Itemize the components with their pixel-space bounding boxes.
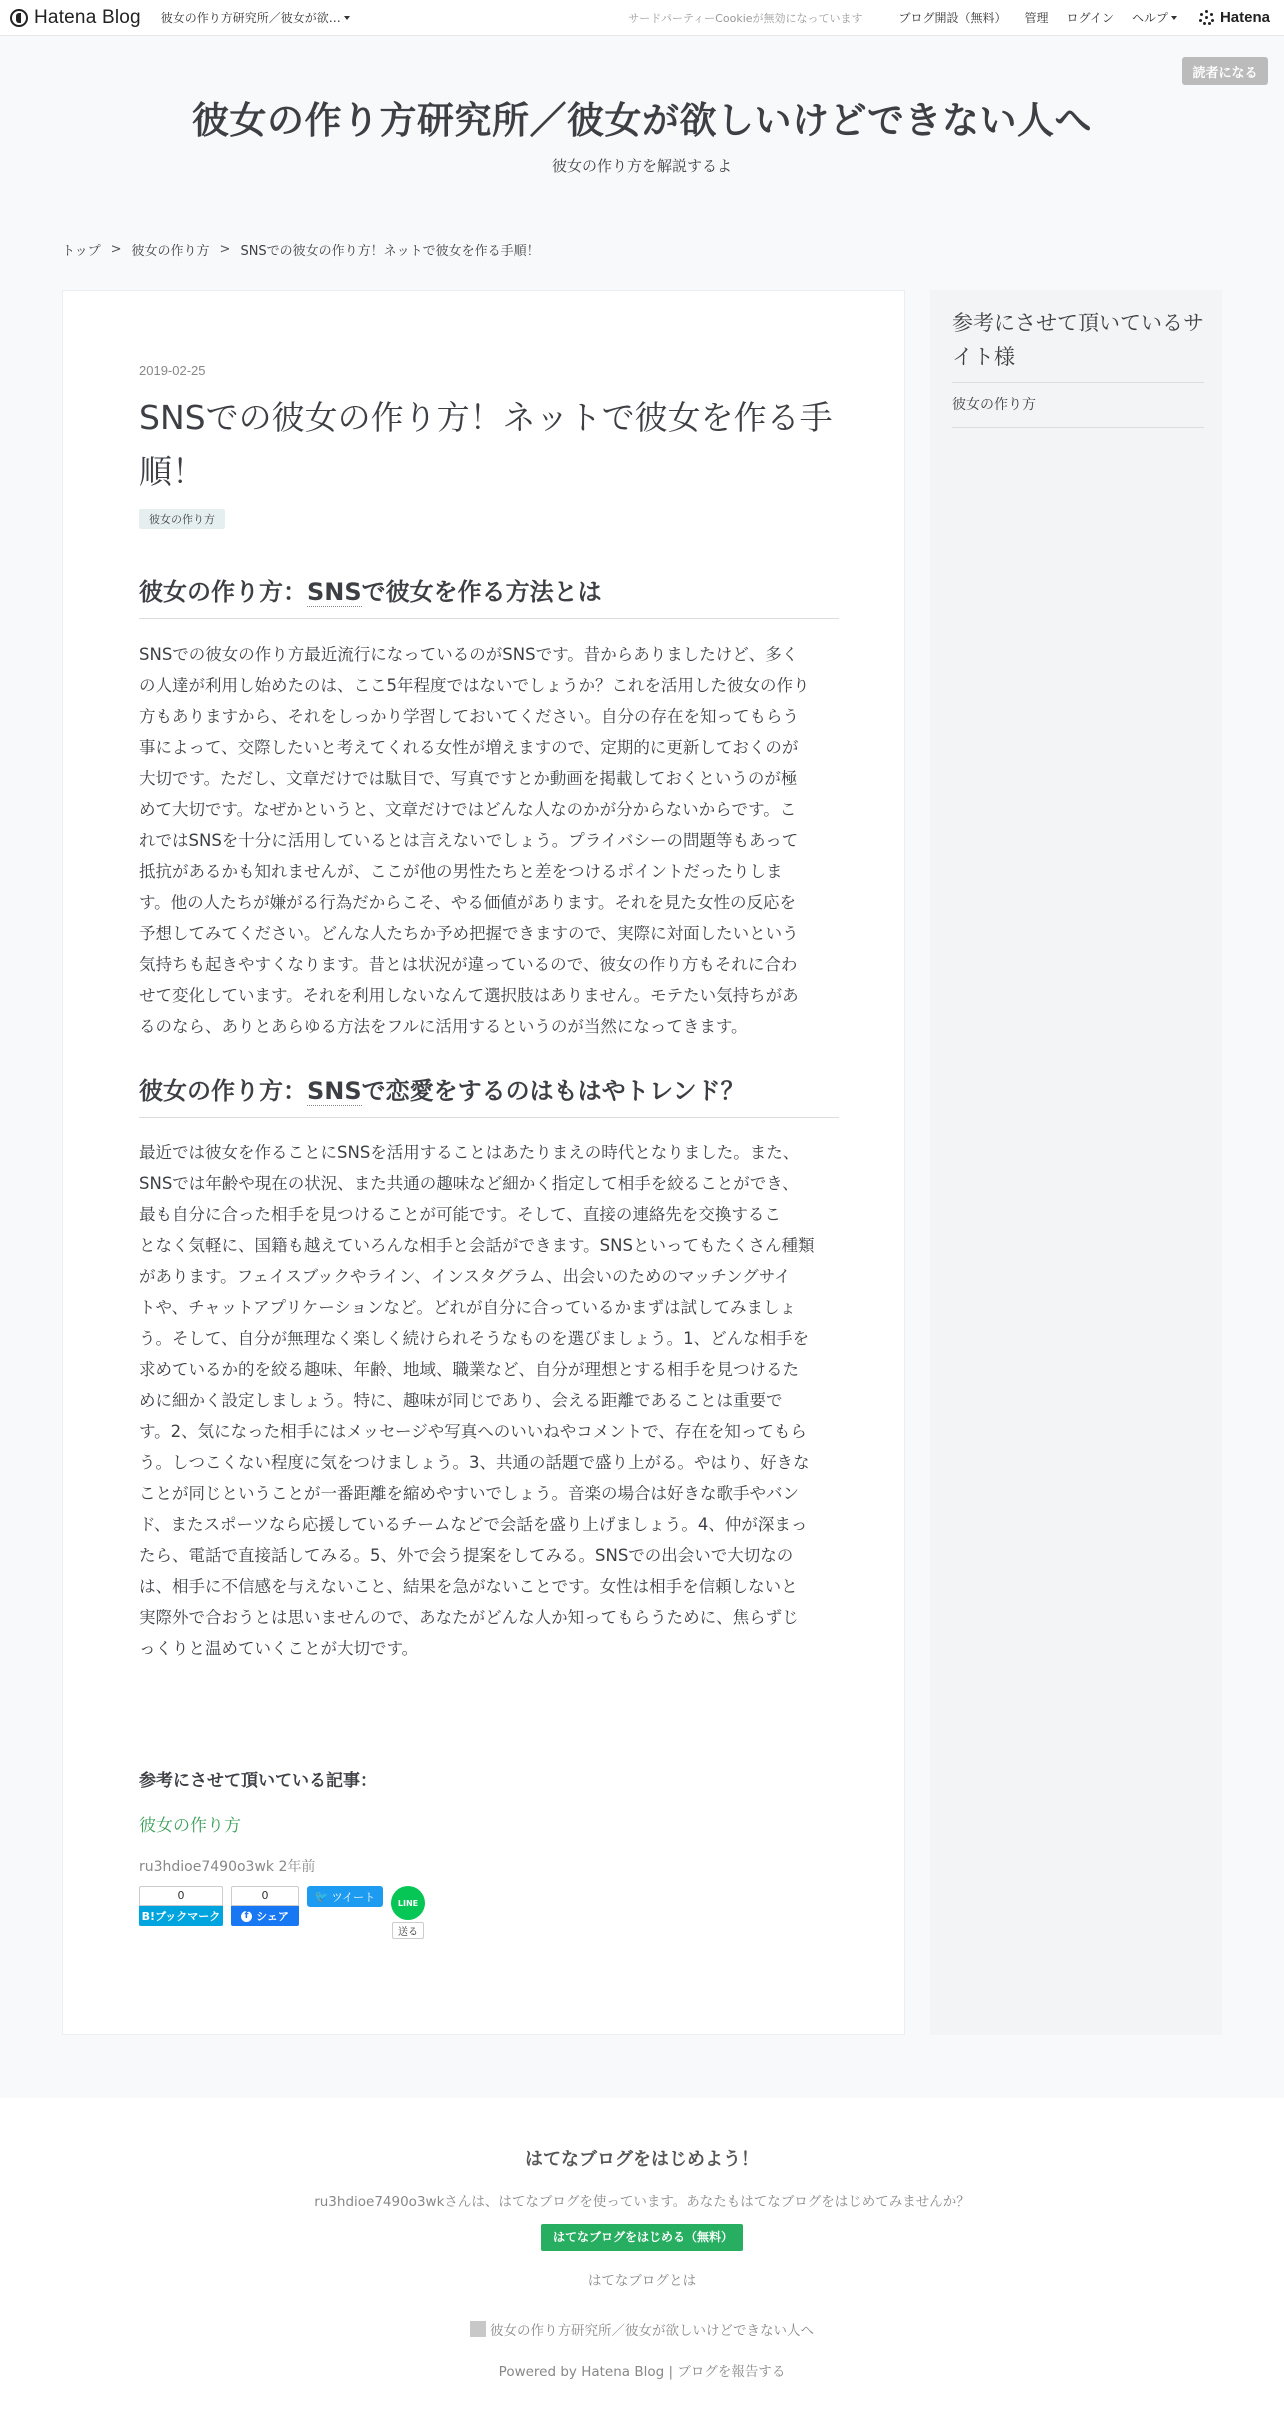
- body-line: 予想してみてください。どんな人たちか予め把握できますので、実際に対面したいという: [139, 924, 799, 943]
- body-line: ことが同じということが一番距離を縮めやすいでしょう。音楽の場合は好きな歌手やバン: [139, 1484, 799, 1503]
- login-link[interactable]: ログイン: [1066, 11, 1114, 25]
- tweet-label: ツイート: [331, 1890, 376, 1904]
- section-heading-2-pre: 彼女の作り方：: [139, 1077, 307, 1105]
- cookie-notice: サードパーティーCookieが無効になっています: [628, 11, 863, 25]
- breadcrumb-separator: >: [110, 242, 122, 257]
- body-line: す。他の人たちが嫌がる行為だからこそ、やる価値があります。それを見た女性の反応を: [139, 893, 797, 912]
- footer-powered: [0, 2360, 1284, 2380]
- footer: [0, 2098, 1284, 2421]
- reference-link[interactable]: 彼女の作り方: [139, 1816, 241, 1836]
- category-tag[interactable]: 彼女の作り方: [139, 509, 225, 529]
- body-line: す。2、気になった相手にはメッセージや写真へのいいねやコメントで、存在を知ってもら: [139, 1422, 807, 1441]
- footer-blog-link[interactable]: [0, 2319, 1284, 2339]
- facebook-icon: f: [241, 1911, 252, 1922]
- section-heading-1: [139, 573, 839, 619]
- body-line: れではSNSを十分に活用しているとは言えないでしょう。プライバシーの問題等もあって: [139, 831, 799, 850]
- body-line: の人達が利用し始めたのは、ここ5年程度ではないでしょうか？これを活用した彼女の作り: [139, 676, 810, 695]
- article-byline: [139, 1856, 839, 1876]
- section-body-1: [139, 639, 839, 1042]
- footer-description: ru3hdioe7490o3wkさんは、はてなブログを使っています。あなたもはてなブログをはじめてみませんか？: [314, 2194, 970, 2210]
- blog-name-label: 彼女の作り方研究所／彼女が欲…: [160, 11, 341, 25]
- hatena-dots-icon: [1199, 10, 1215, 26]
- powered-by-link[interactable]: Powered by Hatena Blog: [498, 2364, 665, 2380]
- sidebar-divider: [952, 382, 1204, 383]
- body-line: トや、チャットアプリケーションなど。どれが自分に合っているかまずは試してみましょ: [139, 1298, 797, 1317]
- breadcrumb-category[interactable]: 彼女の作り方: [131, 244, 210, 259]
- breadcrumb: [62, 240, 540, 259]
- article-date[interactable]: 2019-02-25: [139, 363, 206, 378]
- facebook-share-label: シェア: [256, 1910, 289, 1923]
- breadcrumb-current: SNSでの彼女の作り方！ネットで彼女を作る手順！: [240, 244, 540, 259]
- body-line: 最も自分に合った相手を見つけることが可能です。そして、直接の連絡先を交換するこ: [139, 1205, 781, 1224]
- body-line: う。そして、自分が無理なく楽しく続けられそうなものを選びましょう。1、どんな相手を: [139, 1329, 810, 1348]
- hatena-blog-logo-text: Hatena Blog: [34, 6, 141, 28]
- body-line: せて変化しています。それを利用しないなんて選択肢はありません。モテたい気持ちがあ: [139, 986, 799, 1005]
- section-body-2: [139, 1137, 839, 1664]
- blog-favicon-icon: [470, 2321, 486, 2337]
- about-hatena-blog-link[interactable]: はてなブログとは: [587, 2273, 697, 2289]
- hatena-bookmark-button[interactable]: B!ブックマーク: [139, 1906, 223, 1926]
- body-line: SNSでの彼女の作り方最近流行になっているのがSNSです。昔からありましたけど、多く: [139, 645, 799, 664]
- start-blog-link[interactable]: ブログ開設（無料）: [898, 11, 1007, 25]
- article-title-line2: 順！: [139, 452, 205, 491]
- article-title-line1: SNSでの彼女の作り方！ネットで彼女を作る手: [139, 398, 833, 437]
- hatena-logo-text: Hatena: [1219, 9, 1270, 26]
- blog-name-dropdown[interactable]: [161, 9, 350, 26]
- body-line: となく気軽に、国籍も越えていろんな相手と会話ができます。SNSといってもたくさん種類: [139, 1236, 815, 1255]
- body-line: 大切です。ただし、文章だけでは駄目で、写真ですとか動画を掲載しておくというのが極: [139, 769, 798, 788]
- footer-title: はてなブログをはじめよう！: [525, 2149, 759, 2170]
- body-line: ド、またスポーツなら応援しているチームなどで会話を盛り上げましょう。4、仲が深まっ: [139, 1515, 808, 1534]
- article-title[interactable]: [139, 391, 839, 499]
- line-share[interactable]: [391, 1886, 425, 1939]
- body-line: は、相手に不信感を与えないこと、結果を急がないことです。女性は相手を信頼しないと: [139, 1577, 798, 1596]
- report-blog-link[interactable]: ブログを報告する: [677, 2364, 786, 2380]
- body-line: う。しつこくない程度に気をつけましょう。3、共通の話題で盛り上がる。やはり、好きな: [139, 1453, 810, 1472]
- body-line: っくりと温めていくことが大切です。: [139, 1639, 419, 1658]
- manage-link[interactable]: 管理: [1024, 11, 1049, 25]
- body-line: 抵抗があるかも知れませんが、ここが他の男性たちと差をつけるポイントだったりしま: [139, 862, 783, 881]
- hatena-logo[interactable]: [1199, 9, 1270, 26]
- hatena-blog-logo-icon: [10, 9, 28, 27]
- topbar-right: [628, 9, 1270, 26]
- hatena-bookmark-count: 0: [139, 1886, 223, 1906]
- footer-button-wrap: [0, 2224, 1284, 2251]
- section-heading-2-keyword[interactable]: SNS: [307, 1077, 362, 1105]
- share-buttons: [139, 1886, 425, 1939]
- line-send-label[interactable]: 送る: [392, 1922, 424, 1939]
- body-line: たら、電話で直接話してみる。5、外で会う提案をしてみる。SNSでの出会いで大切なの: [139, 1546, 794, 1565]
- facebook-share[interactable]: [231, 1886, 299, 1939]
- help-label: ヘルプ: [1131, 11, 1168, 25]
- breadcrumb-top[interactable]: トップ: [62, 244, 101, 259]
- facebook-share-count: 0: [231, 1886, 299, 1906]
- section-heading-1-keyword[interactable]: SNS: [307, 578, 362, 606]
- body-line: 事によって、交際したいと考えてくれる女性が増えますので、定期的に更新しておくのが: [139, 738, 799, 757]
- body-line: めて大切です。なぜかというと、文章だけではどんな人なのかが分からないからです。こ: [139, 800, 797, 819]
- section-heading-2: [139, 1072, 839, 1118]
- tweet-button[interactable]: [307, 1886, 383, 1907]
- twitter-bird-icon: 🐦: [314, 1890, 329, 1903]
- chevron-down-icon: [344, 16, 350, 20]
- section-heading-1-post: で彼女を作る方法とは: [361, 578, 602, 606]
- article-card: [62, 290, 905, 2035]
- hatena-bookmark-share[interactable]: [139, 1886, 223, 1939]
- blog-description: 彼女の作り方を解説するよ: [551, 157, 732, 175]
- posted-ago[interactable]: 2年前: [278, 1859, 316, 1875]
- sidebar-divider: [952, 427, 1204, 428]
- line-icon[interactable]: LINE: [391, 1886, 425, 1920]
- body-line: 最近では彼女を作ることにSNSを活用することはあたりまえの時代となりました。また、: [139, 1143, 800, 1162]
- subscribe-button[interactable]: 読者になる: [1182, 57, 1268, 85]
- hatena-blog-logo[interactable]: [10, 7, 141, 29]
- body-line: 実際外で合おうとは思いませんので、あなたがどんな人か知ってもらうために、焦らずじ: [139, 1608, 799, 1627]
- reference-heading: 参考にさせて頂いている記事：: [139, 1771, 377, 1791]
- body-line: SNSでは年齢や現在の状況、また共通の趣味など細かく指定して相手を絞ることができ、: [139, 1174, 799, 1193]
- body-line: めに細かく設定しましょう。特に、趣味が同じであり、会える距離であることは重要で: [139, 1391, 783, 1410]
- start-hatena-blog-button[interactable]: はてなブログをはじめる（無料）: [541, 2224, 743, 2251]
- body-line: 方もありますから、それをしっかり学習しておいてください。自分の存在を知ってもらう: [139, 707, 799, 726]
- body-line: るのなら、ありとあらゆる方法をフルに活用するというのが当然になってきます。: [139, 1017, 748, 1036]
- hatena-topbar: [0, 0, 1284, 36]
- sidebar-title: 参考にさせて頂いているサイト様: [952, 311, 1204, 369]
- footer-blog-name[interactable]: 彼女の作り方研究所／彼女が欲しいけどできない人へ: [490, 2323, 814, 2339]
- chevron-down-icon: [1171, 16, 1177, 20]
- body-line: 求めているか的を絞る趣味、年齢、地域、職業など、自分が理想とする相手を見つけるた: [139, 1360, 799, 1379]
- facebook-share-button[interactable]: [231, 1906, 299, 1926]
- body-line: 気持ちも起きやすくなります。昔とは状況が違っているので、彼女の作り方もそれに合わ: [139, 955, 798, 974]
- section-heading-1-pre: 彼女の作り方：: [139, 578, 307, 606]
- author-link[interactable]: ru3hdioe7490o3wk: [139, 1859, 275, 1875]
- sidebar-item-link[interactable]: 彼女の作り方: [952, 397, 1036, 413]
- body-line: があります。フェイスブックやライン、インスタグラム、出会いのためのマッチングサイ: [139, 1267, 791, 1286]
- breadcrumb-separator: >: [219, 242, 231, 257]
- sidebar-module: [930, 290, 1222, 2035]
- blog-title[interactable]: 彼女の作り方研究所／彼女が欲しいけどできない人へ: [192, 99, 1092, 142]
- section-heading-2-post: で恋愛をするのはもはやトレンド？: [361, 1077, 745, 1105]
- help-dropdown[interactable]: [1132, 9, 1177, 26]
- footer-separator: |: [668, 2364, 674, 2380]
